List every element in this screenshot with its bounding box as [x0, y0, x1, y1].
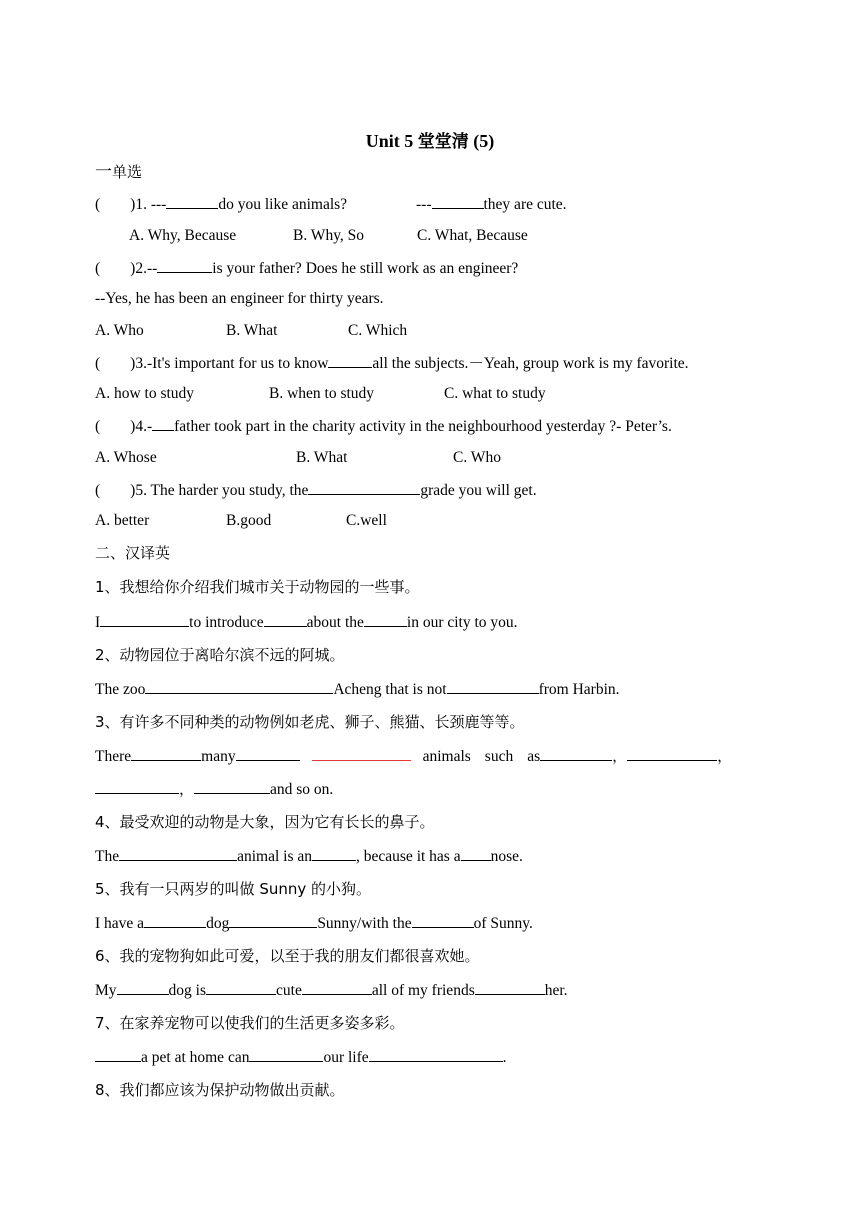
answer-blank[interactable] — [229, 913, 317, 928]
answer-blank[interactable] — [152, 416, 174, 431]
answer-blank[interactable] — [627, 746, 717, 761]
q1-option-c: C. What, Because — [417, 227, 528, 244]
q4-option-b: B. What — [296, 449, 348, 466]
answer-blank[interactable] — [95, 779, 179, 794]
question-1-reply: --- they are cute. — [416, 196, 567, 213]
translation-4-answer: The animal is an , because it has a nose. — [95, 848, 523, 865]
answer-blank-red[interactable] — [312, 746, 411, 761]
answer-blank[interactable] — [461, 846, 491, 861]
question-3: ( )3.-It's important for us to know all the subjects.－Yeah, group work is my favorite. — [95, 355, 689, 372]
translation-7-prompt: 7、在家养宠物可以使我们的生活更多姿多彩。 — [95, 1014, 405, 1032]
answer-blank[interactable] — [206, 980, 276, 995]
q2-option-c: C. Which — [348, 322, 408, 339]
answer-blank[interactable] — [157, 258, 212, 273]
translation-3-answer-cont: ， and so on. — [95, 779, 333, 800]
question-2-answer: --Yes, he has been an engineer for thirty years. — [95, 290, 384, 307]
q1-option-b: B. Why, So — [293, 227, 365, 244]
answer-blank[interactable] — [475, 980, 545, 995]
answer-blank[interactable] — [447, 679, 539, 694]
answer-blank[interactable] — [236, 746, 300, 761]
section-heading-translation: 二、汉译英 — [95, 544, 171, 562]
answer-blank[interactable] — [194, 779, 270, 794]
answer-blank[interactable] — [145, 679, 333, 694]
answer-blank[interactable] — [119, 846, 237, 861]
translation-8-prompt: 8、我们都应该为保护动物做出贡献。 — [95, 1081, 345, 1099]
answer-blank[interactable] — [412, 913, 474, 928]
answer-blank[interactable] — [264, 612, 307, 627]
page-title: Unit 5 堂堂清 (5) — [365, 131, 495, 152]
answer-blank[interactable] — [117, 980, 169, 995]
answer-blank[interactable] — [540, 746, 612, 761]
translation-3-prompt: 3、有许多不同种类的动物例如老虎、狮子、熊猫、长颈鹿等等。 — [95, 713, 525, 731]
q5-option-a: A. better — [95, 512, 150, 529]
answer-blank[interactable] — [364, 612, 407, 627]
translation-2-prompt: 2、动物园位于离哈尔滨不远的阿城。 — [95, 646, 345, 664]
translation-5-answer: I have a dog Sunny/with the of Sunny. — [95, 915, 533, 932]
question-5: ( )5. The harder you study, the grade you will get. — [95, 482, 537, 499]
q4-option-a: A. Whose — [95, 449, 157, 466]
answer-blank[interactable] — [166, 194, 218, 209]
answer-blank[interactable] — [369, 1047, 503, 1062]
translation-6-prompt: 6、我的宠物狗如此可爱，以至于我的朋友们都很喜欢她。 — [95, 947, 480, 965]
answer-blank[interactable] — [144, 913, 206, 928]
q3-option-b: B. when to study — [269, 385, 375, 402]
answer-blank[interactable] — [312, 846, 356, 861]
answer-blank[interactable] — [432, 194, 484, 209]
q1-option-a: A. Why, Because — [129, 227, 237, 244]
question-1: ( )1. --- do you like animals? — [95, 196, 348, 213]
q4-option-c: C. Who — [453, 449, 501, 466]
answer-blank[interactable] — [249, 1047, 323, 1062]
translation-3-answer: There many animals such as ， ， — [95, 747, 733, 765]
translation-6-answer: My dog is cute all of my friends her. — [95, 982, 568, 999]
translation-2-answer: The zoo Acheng that is not from Harbin. — [95, 681, 620, 698]
answer-blank[interactable] — [100, 612, 189, 627]
answer-blank[interactable] — [95, 1047, 141, 1062]
translation-1-prompt: 1、我想给你介绍我们城市关于动物园的一些事。 — [95, 578, 420, 596]
answer-blank[interactable] — [308, 480, 420, 495]
section-heading-choice: 一单选 — [95, 162, 143, 182]
q5-option-b: B.good — [226, 512, 272, 529]
translation-5-prompt: 5、我有一只两岁的叫做 Sunny 的小狗。 — [95, 880, 372, 898]
answer-blank[interactable] — [328, 353, 372, 368]
q5-option-c: C.well — [346, 512, 387, 529]
translation-4-prompt: 4、最受欢迎的动物是大象，因为它有长长的鼻子。 — [95, 813, 435, 831]
translation-1-answer: I to introduce about the in our city to you. — [95, 614, 518, 631]
question-2: ( )2.-- is your father? Does he still work as an engineer? — [95, 260, 519, 277]
q3-option-a: A. how to study — [95, 385, 195, 402]
answer-blank[interactable] — [131, 746, 201, 761]
question-4: ( )4.- father took part in the charity activity in the neighbourhood yesterday ?- Peter’s. — [95, 418, 672, 435]
answer-blank[interactable] — [302, 980, 372, 995]
q2-option-b: B. What — [226, 322, 278, 339]
translation-7-answer: a pet at home can our life . — [95, 1047, 507, 1068]
q3-option-c: C. what to study — [444, 385, 546, 402]
q2-option-a: A. Who — [95, 322, 144, 339]
